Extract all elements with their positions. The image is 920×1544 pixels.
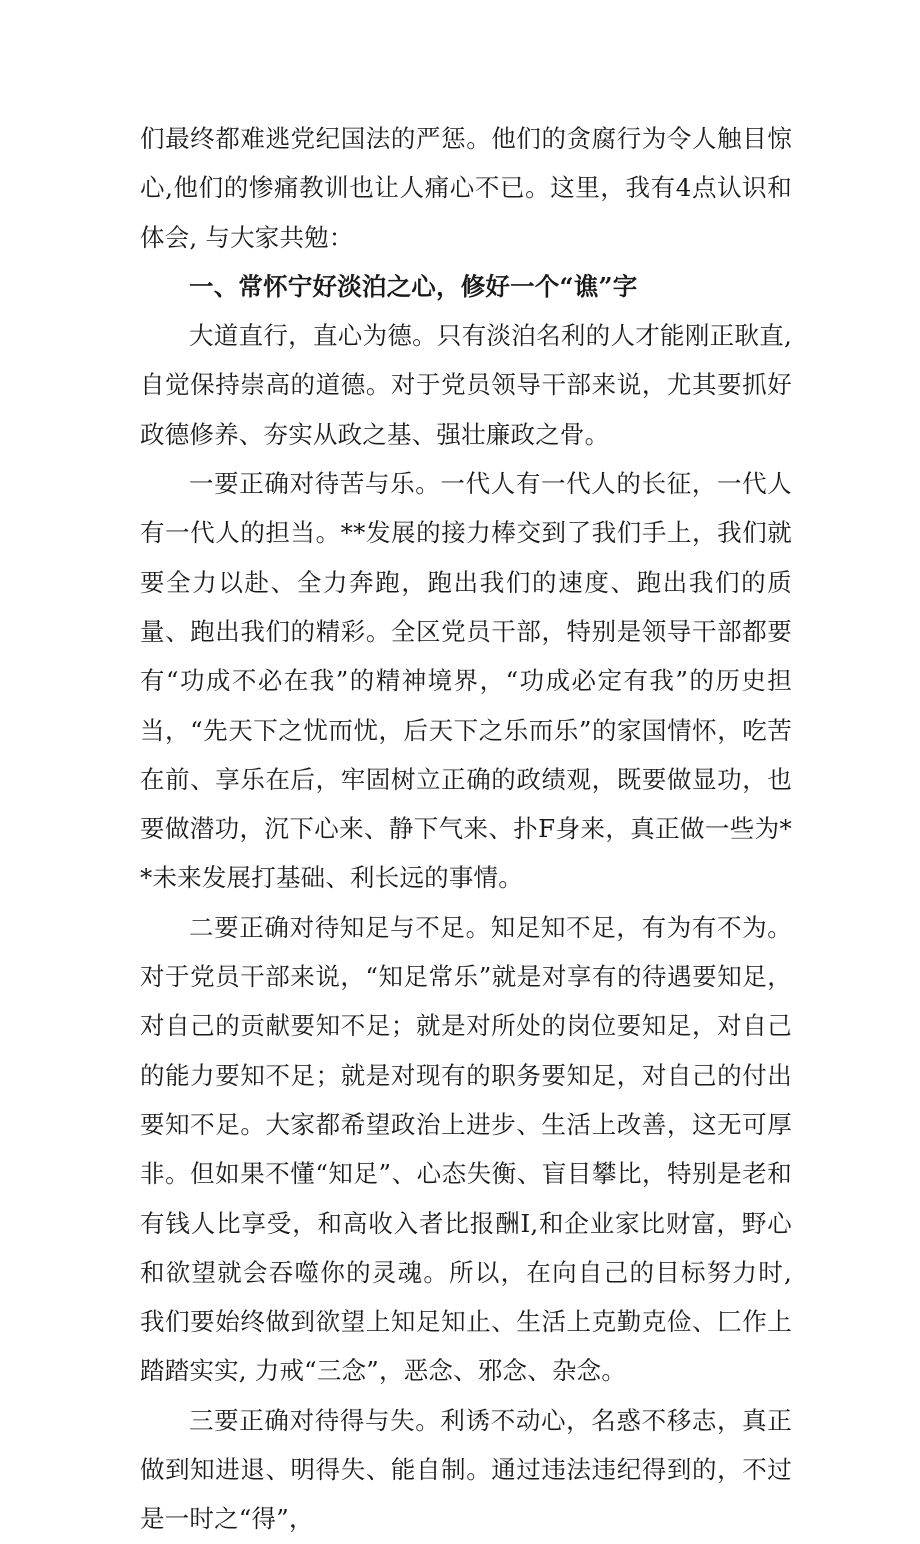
document-body [140, 114, 792, 1544]
paragraph-intro: 大道直行，直心为德。只有淡泊名利的人才能刚正耿直, 自觉保持崇高的道德。对于党员领导干部来说，尤其要抓好政德修养、夯实从政之基、强壮廉政之骨。 [140, 321, 792, 449]
paragraph-point-three: 三要正确对待得与失。利诱不动心，名惑不移志，真正做到知进退、明得失、能自制。通过违法违纪得到的，不过是一时之“得”， [140, 1405, 792, 1534]
paragraph-point-one: 一要正确对待苦与乐。一代人有一代人的长征，一代人有一代人的担当。**发展的接力棒交到了我们手上，我们就要全力以赴、全力奔跑，跑出我们的速度、跑出我们的质量、跑出我们的精彩。全区党员干部，特别是领导干部都要有“功成不必在我”的精神境界，“功成必定有我”的历史担当，“先天下之忧而忧，后天下之乐而乐”的家国情怀，吃苦在前、享乐在后，牢固树立正确的政绩观，既要做显功，也要做潜功，沉下心来、静下气来、扑F身来，真正做一些为**未来发展打基础、利长远的事情。 [140, 469, 792, 893]
paragraph-point-two: 二要正确对待知足与不足。知足知不足，有为有不为。对于党员干部来说，“知足常乐”就是对享有的待遇要知足，对自己的贡献要知不足；就是对所处的岗位要知足，对自己的能力要知不足；就是对现有的职务要知足，对自己的付出要知不足。大家都希望政治上进步、生活上改善，这无可厚非。但如果不懂“知足”、心态失衡、盲目攀比，特别是老和有钱人比享受，和高收入者比报酬I,和企业家比财富，野心和欲望就会吞噬你的灵魂。所以，在向自己的目标努力时, 我们要始终做到欲望上知足知止、生活上克勤克俭、匚作上踏踏实实, 力戒“三念”，恶念、邪念、杂念。 [140, 912, 792, 1386]
paragraph-continuation: 们最终都难逃党纪国法的严惩。他们的贪腐行为令人触目惊心,他们的惨痛教训也让人痛心不已。这里，我有4点认识和体会, 与大家共勉： [140, 124, 792, 252]
section-heading: 一、常怀宁好淡泊之心，修好一个“谯”字 [189, 271, 638, 301]
